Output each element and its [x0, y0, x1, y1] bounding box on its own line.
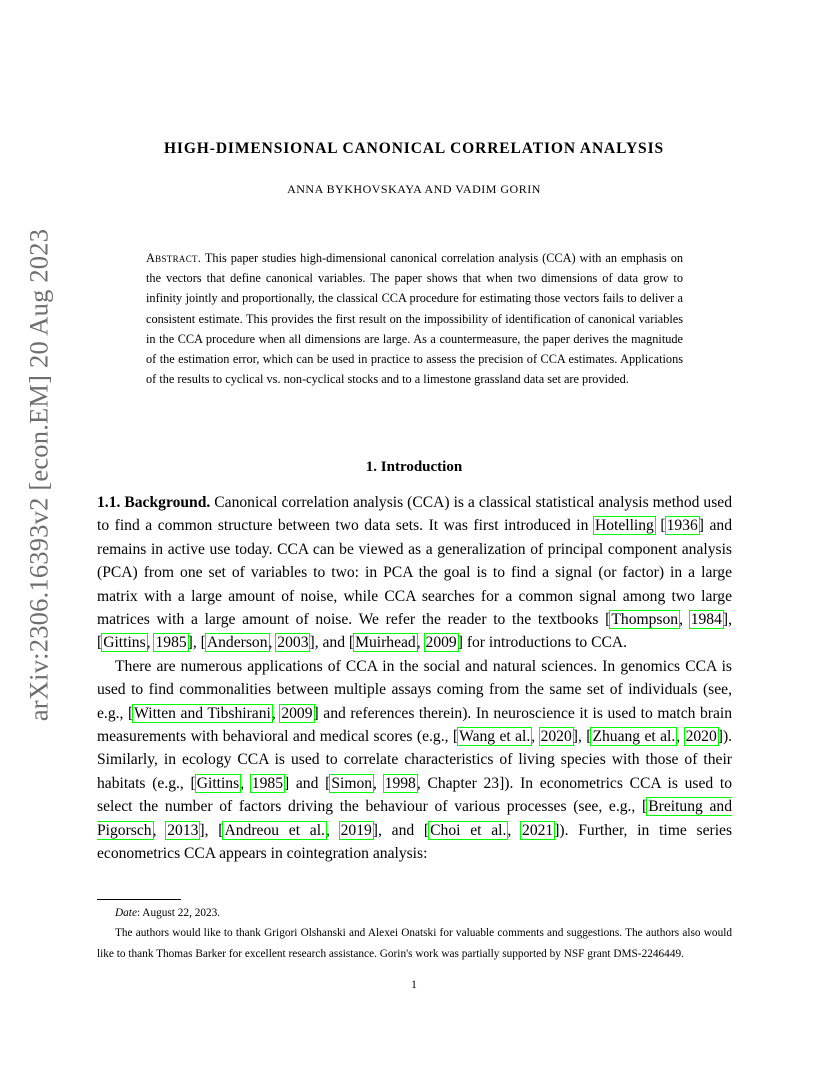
- footnote-divider: [97, 899, 181, 900]
- citation-link-simon[interactable]: Simon: [331, 774, 373, 792]
- footnotes: [97, 903, 732, 964]
- citation-link-wang[interactable]: Wang et al.: [459, 728, 531, 746]
- body-text: ,: [204, 821, 219, 839]
- citation-year-link-simon[interactable]: 1998: [384, 774, 416, 792]
- paper-title: HIGH-DIMENSIONAL CANONICAL CORRELATION ANALYSIS: [163, 140, 665, 157]
- body-text: , and: [314, 634, 349, 652]
- citation-year-link-anderson[interactable]: 2003: [277, 634, 309, 652]
- citation-link-choi[interactable]: Choi et al.: [430, 821, 507, 839]
- citation-year-link-muirhead[interactable]: 2009: [425, 634, 457, 652]
- abstract: [146, 248, 683, 389]
- paragraph-applications: There are numerous applications of CCA in the social and natural sciences. In genomics CCA is used to find commonalities between multiple assays coming from the same set of individuals (see, e.g., [Witten and Tibshirani, 2009] and references therein). In neuroscience it is used to match brain measurements with behavioral and medical scores (e.g., [Wang et al., 2020], [Zhuang et al., 2020]). Similarly, in ecology CCA is used to correlate characteristics of living species with those of their habitats (e.g., [Gittins, 1985] and [Simon, 1998, Chapter 23]). In econometrics CCA is used to select the number of factors driving the behaviour of various processes (see, e.g., [Breitung and Pigorsch, 2013], [Andreou et al., 2019], and [Choi et al., 2021]). Further, in time series econometrics CCA appears in cointegration analysis:: [97, 657, 733, 863]
- date-label: Date: [115, 907, 137, 919]
- paragraph-background: 1.1. Background. Canonical correlation analysis (CCA) is a classical statistical analysis method used to find a common structure between two data sets. It was first introduced in Hotelling [1936] and remains in active use today. CCA can be viewed as a generalization of principal component analysis (PCA) from one set of variables to two: in PCA the goal is to find a signal (or factor) in a large matrix with a large amount of noise, while CCA searches for a common signal among two large matrices with a large amount of noise. We refer the reader to the textbooks [Thompson, 1984], [Gittins, 1985], [Anderson, 2003], and [Muirhead, 2009] for introductions to CCA.: [97, 494, 732, 652]
- citation-year-link-thompson[interactable]: 1984: [690, 611, 722, 629]
- citation-year-link-breitung[interactable]: 2013: [167, 821, 199, 839]
- footnote-date: [97, 903, 732, 923]
- section-body: [97, 491, 732, 866]
- body-text: and remains in active use today. CCA can be viewed as a generalization of principal component analysis (PCA) from one set of variables to two: in PCA the goal is to find a signal (or factor) in a large matrix with a large amount of noise, while CCA searches for a common signal among two large matrices with a large amount of noise. We refer the reader to the textbooks: [97, 517, 732, 629]
- citation-year-link-gittins-2[interactable]: 1985: [251, 774, 283, 792]
- body-text: Canonical correlation analysis (CCA) is a classical statistical analysis method used to find a common structure between two data sets. It was first introduced in: [97, 494, 732, 535]
- body-text: ). Similarly, in ecology CCA is used to correlate characteristics of living species with those of their habitats (e.g.,: [97, 728, 733, 792]
- subsection-heading: 1.1. Background.: [97, 494, 211, 511]
- abstract-heading: Abstract.: [146, 251, 202, 265]
- page-number: 1: [411, 979, 417, 991]
- citation-year-link-choi[interactable]: 2021: [522, 821, 554, 839]
- citation-link-breitung[interactable]: Breitung and Pigorsch: [97, 798, 733, 839]
- section-heading: 1. Introduction: [365, 459, 463, 475]
- footnote-acknowledgements: The authors would like to thank Grigori Olshanski and Alexei Onatski for valuable comments and suggestions. The authors also would like to thank Thomas Barker for excellent research assistance. Gorin's work was partially supported by NSF grant DMS-2246449.: [97, 927, 732, 960]
- body-text: ,: [728, 611, 732, 629]
- citation-link-muirhead[interactable]: Muirhead: [355, 634, 416, 652]
- citation-year-link-wang[interactable]: 2020: [540, 728, 572, 746]
- citation-link-thompson[interactable]: Thompson: [611, 611, 679, 629]
- citation-link-hotelling[interactable]: Hotelling: [594, 517, 654, 535]
- citation-year-link-witten[interactable]: 2009: [281, 704, 313, 722]
- body-text: There are numerous applications of CCA in the social and natural sciences. In genomics CCA is used to find commonalities between multiple assays coming from the same set of individuals (see, e.g.,: [97, 657, 732, 722]
- citation-link-zhuang[interactable]: Zhuang et al.: [592, 728, 676, 746]
- citation-link-gittins[interactable]: Gittins: [103, 634, 146, 652]
- date-value: : August 22, 2023.: [136, 907, 221, 919]
- body-text: ,: [192, 634, 201, 652]
- citation-year-link-zhuang[interactable]: 2020: [685, 728, 717, 746]
- citation-year-link-hotelling[interactable]: 1936: [666, 517, 698, 535]
- body-text: ). Further, in time series econometrics CCA appears in cointegration analysis:: [97, 821, 733, 863]
- citation-link-gittins-2[interactable]: Gittins: [196, 774, 240, 792]
- abstract-text: This paper studies high-dimensional canonical correlation analysis (CCA) with an emphasis on the vectors that define canonical variables. The paper shows that when two dimensions of data grow to infinity jointly and proportionally, the classical CCA procedure for estimating those vectors fails to deliver a consistent estimate. This provides the first result on the impossibility of identification of canonical variables in the CCA procedure when all dimensions are large. As a countermeasure, the paper derives the magnitude of the estimation error, which can be used in practice to assess the precision of CCA estimates. Applications of the results to cyclical vs. non-cyclical stocks and to a limestone grassland data set are provided.: [146, 251, 683, 387]
- body-text: , and: [378, 821, 424, 839]
- arxiv-stamp-text: arXiv:2306.16393v2 [econ.EM] 20 Aug 2023: [23, 228, 54, 722]
- body-text: , Chapter 23]). In econometrics CCA is used to select the number of factors driving the behaviour of various processes (see, e.g.,: [97, 774, 733, 816]
- body-text: ,: [577, 728, 587, 746]
- citation-link-anderson[interactable]: Anderson: [206, 634, 268, 652]
- citation-link-witten[interactable]: Witten and Tibshirani: [134, 704, 271, 722]
- citation-year-link-gittins[interactable]: 1985: [155, 634, 187, 652]
- paper-authors: ANNA BYKHOVSKAYA AND VADIM GORIN: [287, 182, 541, 196]
- citation-link-andreou[interactable]: Andreou et al.: [224, 821, 325, 839]
- body-text: for introductions to CCA.: [462, 634, 628, 652]
- citation-year-link-andreou[interactable]: 2019: [340, 821, 372, 839]
- body-text: and references therein). In neuroscience it is used to match brain measurements with behavioral and medical scores (e.g.,: [97, 704, 733, 746]
- body-text: and: [289, 774, 326, 792]
